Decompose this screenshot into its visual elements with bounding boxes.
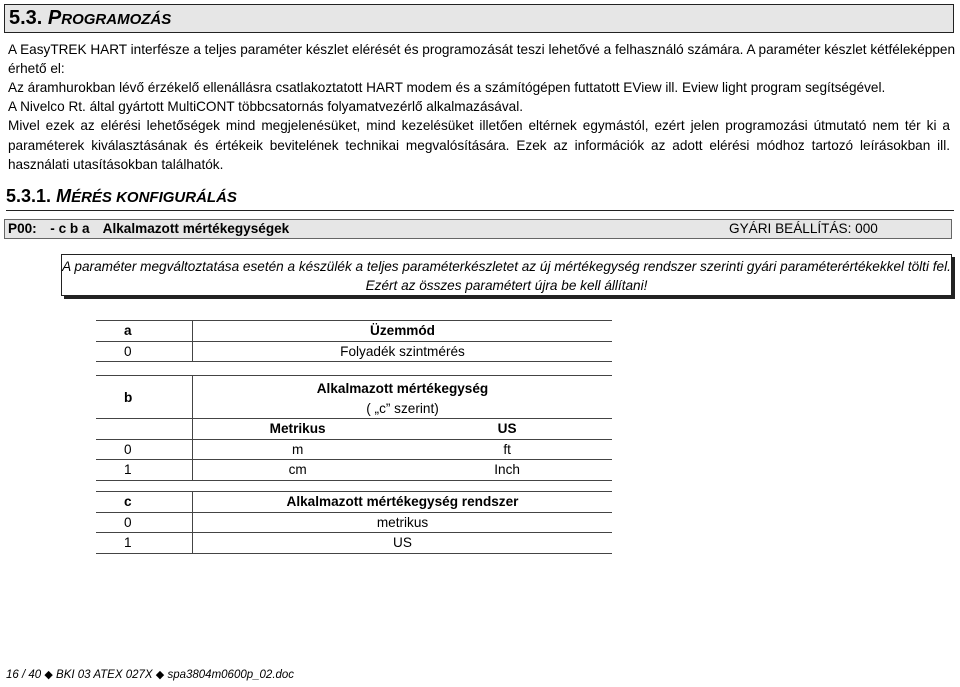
table-row-us: Inch — [402, 460, 612, 481]
table-head-label: Alkalmazott mértékegység rendszer — [193, 492, 613, 513]
table-row-key: 1 — [96, 533, 193, 554]
table-head-key: a — [96, 321, 193, 342]
paragraph-hart-modem: Az áramhurokban lévő érzékelő ellenállásra csatlakoztatott HART modem és a számítógépen futtatott EView ill. Eview light program segítségével. — [8, 80, 886, 95]
subsection-title: MÉRÉS KONFIGURÁLÁS — [56, 186, 237, 206]
col-us: US — [402, 419, 612, 440]
table-row-us: ft — [402, 439, 612, 460]
table-head-key: c — [96, 492, 193, 513]
warning-line-2: Ezért az összes paramétert újra be kell állítani! — [365, 278, 648, 293]
factory-default: GYÁRI BEÁLLÍTÁS: 000 — [729, 221, 878, 236]
table-head-key: b — [96, 376, 193, 419]
param-name: Alkalmazott mértékegységek — [102, 221, 290, 236]
table-head-label: Alkalmazott mértékegység — [193, 376, 613, 400]
param-digits: - c b a — [50, 221, 90, 236]
table-head-sub: ( „c” szerint) — [193, 399, 613, 419]
table-head-label: Üzemmód — [193, 321, 613, 342]
page-footer — [6, 668, 294, 681]
table-row-value: Folyadék szintmérés — [193, 341, 613, 362]
table-row-key: 0 — [96, 341, 193, 362]
diamond-icon: ◆ — [155, 669, 165, 681]
section-header — [4, 4, 954, 33]
table-row-key: 0 — [96, 512, 193, 533]
subsection-header — [6, 184, 954, 211]
table-row-metric: m — [193, 439, 403, 460]
paragraph-intro-cont: érhető el: — [8, 61, 65, 76]
table-row-value: US — [193, 533, 613, 554]
table-row-key: 1 — [96, 460, 193, 481]
table-row-key: 0 — [96, 439, 193, 460]
diamond-icon: ◆ — [44, 669, 53, 681]
paragraph-intro: A EasyTREK HART interfésze a teljes paraméter készlet elérését és programozását teszi lehetővé a felhasználó számára. A paraméter készlet kétféleképpen — [8, 42, 956, 57]
paragraph-access-note: Mivel ezek az elérési lehetőségek mind megjelenésüket, mind kezelésüket illetően eltérnek egymástól, ezért jelen programozási útmutató nem tér ki a paraméterek kiválasztásának és értékeik bevitelének technikai megvalósítására. Ezek az információk az adott elérési módhoz tartozó leírásokban ill. használati utasításokban találhatók. — [8, 118, 950, 172]
section-title: PROGRAMOZÁS — [47, 7, 172, 29]
table-mode — [96, 320, 612, 362]
table-row-metric: cm — [193, 460, 403, 481]
warning-line-1: A paraméter megváltoztatása esetén a készülék a teljes paraméterkészletet az új mértékegység rendszer szerinti gyári paraméterértékekkel tölti fel. — [62, 259, 951, 274]
warning-box — [61, 254, 952, 296]
subsection-number: 5.3.1. — [6, 186, 52, 206]
paragraph-multicont: A Nivelco Rt. által gyártott MultiCONT többcsatornás folyamatvezérlő alkalmazásával. — [8, 99, 524, 114]
footer-file: spa3804m0600p_02.doc — [167, 669, 295, 681]
parameter-bar — [4, 219, 952, 239]
table-row-value: metrikus — [193, 512, 613, 533]
param-code: P00: — [8, 221, 37, 236]
col-metric: Metrikus — [193, 419, 403, 440]
footer-doc: BKI 03 ATEX 027X — [56, 669, 153, 681]
section-number: 5.3. — [9, 7, 43, 29]
footer-page: 16 / 40 — [6, 669, 42, 681]
table-units — [96, 375, 612, 481]
table-unit-system — [96, 491, 612, 554]
